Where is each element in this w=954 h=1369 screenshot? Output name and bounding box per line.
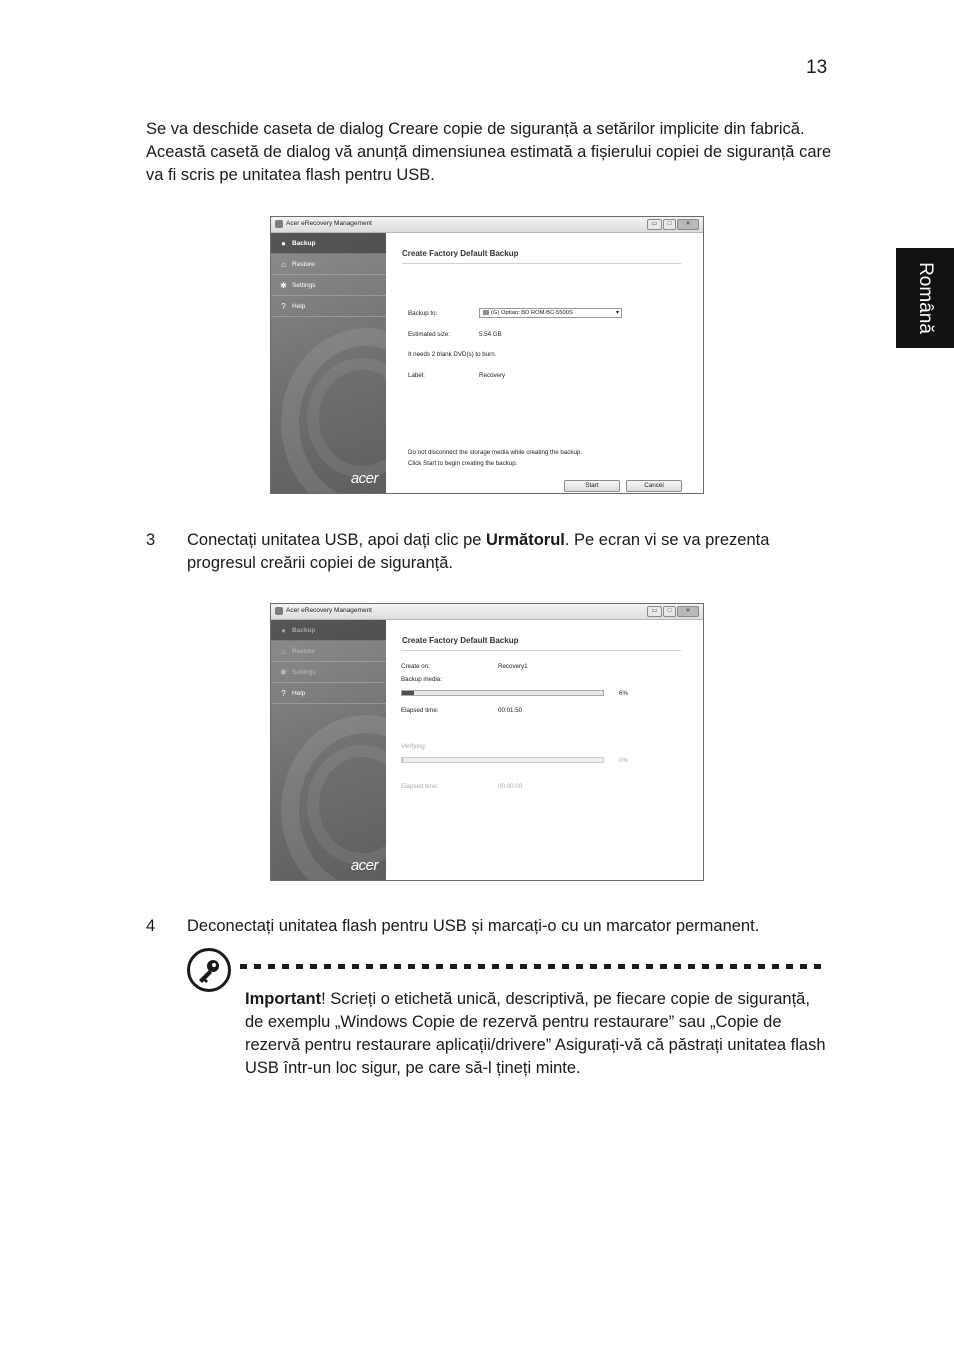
instruction-text: Click Start to begin creating the backup. bbox=[408, 460, 518, 467]
restore-icon: ⌂ bbox=[281, 646, 286, 656]
sidebar-item-restore[interactable] bbox=[271, 641, 386, 662]
window-title: Acer eRecovery Management bbox=[286, 607, 372, 614]
page-number: 13 bbox=[806, 57, 828, 78]
help-icon: ? bbox=[281, 301, 286, 311]
create-on-value: Recovery1 bbox=[498, 663, 528, 670]
verify-percent: 0% bbox=[619, 757, 628, 764]
sidebar-item-label: Restore bbox=[292, 260, 315, 268]
content-title: Create Factory Default Backup bbox=[402, 249, 681, 264]
create-on-label: Create on: bbox=[401, 663, 430, 670]
backup-progress-fill bbox=[402, 691, 414, 695]
sidebar-item-settings[interactable] bbox=[271, 662, 386, 683]
needs-dvd-text: It needs 2 blank DVD(s) to burn. bbox=[408, 351, 497, 358]
step-number: 4 bbox=[146, 917, 156, 935]
backup-progress-screenshot bbox=[270, 603, 704, 881]
maximize-icon[interactable]: □ bbox=[663, 219, 676, 230]
app-icon bbox=[275, 220, 283, 228]
disc-icon: ● bbox=[281, 625, 286, 635]
app-icon bbox=[275, 607, 283, 615]
backup-percent: 6% bbox=[619, 690, 628, 697]
window-titlebar bbox=[271, 604, 703, 620]
sidebar-item-backup[interactable] bbox=[271, 233, 386, 254]
chevron-down-icon: ▾ bbox=[615, 310, 619, 316]
disc-icon: ● bbox=[281, 238, 286, 248]
step-number: 3 bbox=[146, 531, 156, 549]
elapsed-time-value: 00:00:00 bbox=[498, 783, 523, 790]
cancel-button[interactable]: Cancel bbox=[626, 480, 682, 492]
estimated-size-value: 5.54 GB bbox=[479, 331, 502, 338]
start-button[interactable]: Start bbox=[564, 480, 620, 492]
elapsed-time-label: Elapsed time: bbox=[401, 707, 439, 714]
sidebar-item-label: Backup bbox=[292, 239, 316, 247]
minimize-icon[interactable]: ▭ bbox=[647, 606, 662, 617]
backup-progress-bar bbox=[401, 690, 604, 696]
language-tab-label: Română bbox=[915, 262, 936, 334]
note-divider bbox=[240, 964, 828, 969]
key-icon bbox=[187, 948, 231, 992]
backup-to-label: Backup to: bbox=[408, 310, 438, 317]
step-3-text: Conectați unitatea USB, apoi dați clic pe Următorul. Pe ecran vi se va prezenta progresul creării copiei de siguranță. bbox=[187, 531, 770, 572]
intro-paragraph: Se va deschide caseta de dialog Creare copie de siguranță a setărilor implicite din fabrică. Această casetă de dialog vă anunță dimensiunea estimată a fișierului copiei de siguranță care va fi scris pe unitatea flash pentru USB. bbox=[146, 120, 832, 184]
sidebar bbox=[271, 233, 386, 493]
gear-icon: ✱ bbox=[280, 667, 287, 677]
backup-to-dropdown[interactable] bbox=[479, 308, 622, 318]
label-value: Recovery bbox=[479, 372, 506, 379]
sidebar-item-label: Help bbox=[292, 302, 306, 310]
sidebar-item-label: Settings bbox=[292, 668, 316, 676]
backup-media-label: Backup media: bbox=[401, 676, 442, 683]
minimize-icon[interactable]: ▭ bbox=[647, 219, 662, 230]
language-tab bbox=[896, 248, 954, 348]
backup-to-value: (G) Optiarc BD ROM BC-5500S bbox=[491, 310, 573, 316]
sidebar-item-label: Help bbox=[292, 689, 306, 697]
window-titlebar bbox=[271, 217, 703, 233]
gear-icon: ✱ bbox=[280, 280, 287, 290]
content-panel bbox=[386, 233, 703, 493]
label-label: Label: bbox=[408, 372, 425, 379]
estimated-size-label: Estimated size: bbox=[408, 331, 450, 338]
warning-text: Do not disconnect the storage media while creating the backup. bbox=[408, 449, 583, 456]
acer-logo: acer bbox=[350, 857, 378, 874]
restore-icon: ⌂ bbox=[281, 259, 286, 269]
maximize-icon[interactable]: □ bbox=[663, 606, 676, 617]
verifying-label: Verifying: bbox=[401, 743, 427, 750]
verify-progress-fill bbox=[402, 758, 403, 762]
sidebar-item-help[interactable] bbox=[271, 683, 386, 704]
sidebar-item-help[interactable] bbox=[271, 296, 386, 317]
step-4-text: Deconectați unitatea flash pentru USB și marcați-o cu un marcator permanent. bbox=[187, 917, 760, 935]
close-icon[interactable]: ✕ bbox=[677, 606, 699, 617]
help-icon: ? bbox=[281, 688, 286, 698]
verify-progress-bar bbox=[401, 757, 604, 763]
sidebar-item-restore[interactable] bbox=[271, 254, 386, 275]
content-panel bbox=[386, 620, 703, 880]
window-title: Acer eRecovery Management bbox=[286, 220, 372, 227]
backup-dialog-screenshot bbox=[270, 216, 704, 494]
elapsed-time-label: Elapsed time: bbox=[401, 783, 439, 790]
drive-icon bbox=[483, 310, 489, 315]
important-note: Important! Scrieți o etichetă unică, descriptivă, pe fiecare copie de siguranță, de exemplu „Windows Copie de rezervă pentru restaurare” sau „Copie de rezervă pentru restaurare aplicații/drivere” Asigurați-vă că păstrați unitatea flash USB într-un loc sigur, pe care să-l țineți minte. bbox=[245, 990, 826, 1077]
acer-logo: acer bbox=[350, 470, 378, 487]
close-icon[interactable]: ✕ bbox=[677, 219, 699, 230]
elapsed-time-value: 00:01:50 bbox=[498, 707, 523, 714]
sidebar-item-backup[interactable] bbox=[271, 620, 386, 641]
sidebar-item-label: Settings bbox=[292, 281, 316, 289]
content-title: Create Factory Default Backup bbox=[402, 636, 681, 651]
sidebar-item-label: Backup bbox=[292, 626, 316, 634]
sidebar-item-settings[interactable] bbox=[271, 275, 386, 296]
sidebar-item-label: Restore bbox=[292, 647, 315, 655]
sidebar bbox=[271, 620, 386, 880]
